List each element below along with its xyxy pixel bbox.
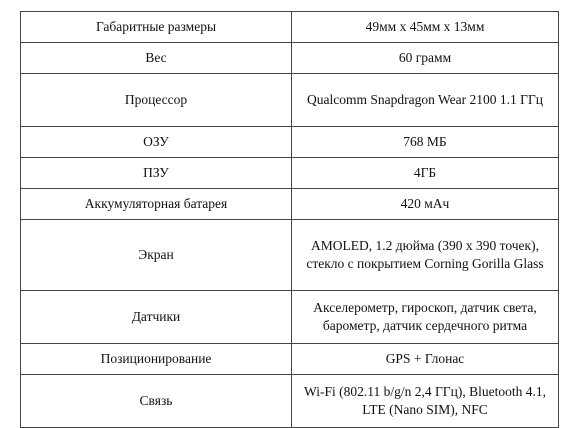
row-value: 420 мАч — [292, 189, 559, 220]
row-value: AMOLED, 1.2 дюйма (390 x 390 точек), стекло с покрытием Corning Gorilla Glass — [292, 220, 559, 291]
row-value: 768 МБ — [292, 127, 559, 158]
table-row — [21, 189, 559, 220]
row-value: GPS + Глонас — [292, 344, 559, 375]
table-row — [21, 220, 559, 291]
row-label: Позиционирование — [21, 344, 292, 375]
table-row — [21, 127, 559, 158]
row-label: Вес — [21, 43, 292, 74]
table-row — [21, 74, 559, 127]
row-value: 49мм х 45мм х 13мм — [292, 12, 559, 43]
table-row — [21, 344, 559, 375]
row-value: Акселерометр, гироскоп, датчик света, барометр, датчик сердечного ритма — [292, 291, 559, 344]
row-value: 60 грамм — [292, 43, 559, 74]
row-value: Wi-Fi (802.11 b/g/n 2,4 ГГц), Bluetooth 4.1, LTE (Nano SIM), NFC — [292, 375, 559, 428]
row-value: 4ГБ — [292, 158, 559, 189]
row-label: Габаритные размеры — [21, 12, 292, 43]
table-row — [21, 43, 559, 74]
row-value: Qualcomm Snapdragon Wear 2100 1.1 ГГц — [292, 74, 559, 127]
table-row — [21, 375, 559, 428]
row-label: Датчики — [21, 291, 292, 344]
row-label: Экран — [21, 220, 292, 291]
row-label: Аккумуляторная батарея — [21, 189, 292, 220]
table-row — [21, 158, 559, 189]
specs-table — [20, 11, 559, 428]
row-label: ОЗУ — [21, 127, 292, 158]
table-row — [21, 291, 559, 344]
row-label: ПЗУ — [21, 158, 292, 189]
row-label: Связь — [21, 375, 292, 428]
table-row — [21, 12, 559, 43]
row-label: Процессор — [21, 74, 292, 127]
